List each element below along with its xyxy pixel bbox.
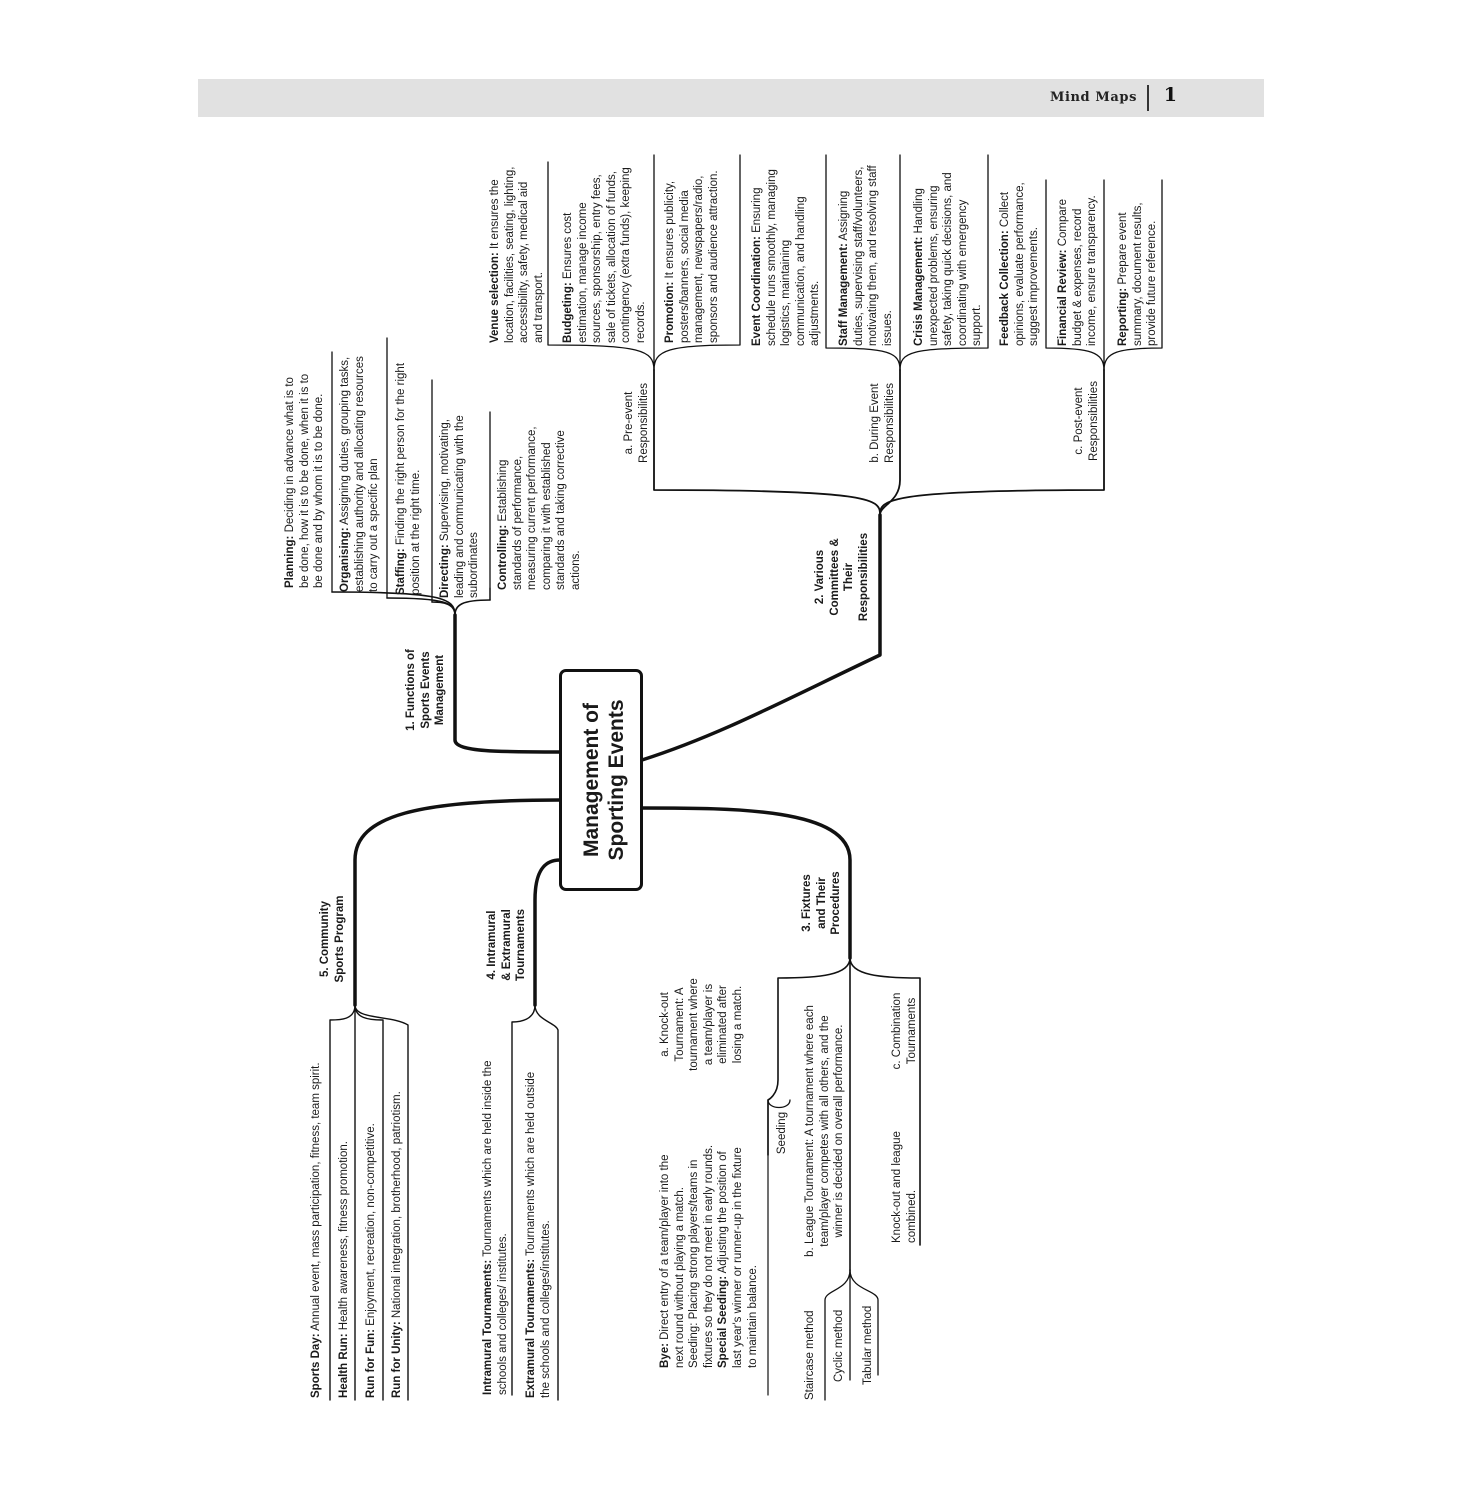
function-organising [338,354,382,592]
function-organising-term: Organising: [339,527,351,592]
run-for-unity [390,1058,405,1398]
health-run-text: Health awareness, fitness promotion. [338,1141,350,1334]
sports-day-term: Sports Day: [310,1333,322,1398]
run-for-unity-term: Run for Unity: [391,1321,403,1398]
reporting-term: Reporting: [1117,287,1129,346]
seeding-label: Seeding [776,1111,788,1155]
run-for-fun-term: Run for Fun: [365,1329,377,1398]
function-planning-text: Deciding in advance what is to be done, how it is to be done, when it is to be done and by whom it is to be done. [284,373,326,588]
function-directing-text: Supervising, motivating, leading and communicating with the subordinates [439,415,481,598]
league-tournament: b. League Tournament: A tournament where each team/player competes with all others, and the winner is decided on overall performance. [804,1005,845,1257]
seeding-text: Seeding: Placing strong players/teams in fixtures so they do not meet in early rounds. [688,1144,715,1368]
venue-selection [488,163,546,343]
function-staffing [394,342,423,595]
budgeting [561,158,649,343]
venue-selection-text: It ensures the location, facilities, seating, lighting, accessibility, safety, medical aid and transport. [489,166,545,343]
function-planning [283,363,327,588]
run-for-fun [364,1098,379,1398]
extramural-term: Extramural Tournaments: [525,1258,537,1398]
extramural-text: Tournaments which are held outside the schools and colleges/institutes. [525,1071,552,1398]
reporting-text: Prepare event summary, document results, provide future reference. [1117,202,1159,346]
financial-review [1056,181,1100,346]
venue-selection-term: Venue selection: [489,252,501,343]
health-run-term: Health Run: [338,1333,350,1398]
event-coordination [750,158,823,346]
financial-review-term: Financial Review: [1057,249,1069,346]
special-seeding-text: Adjusting the position of last year's winner or runner-up in the fixture to maintain balance. [717,1147,759,1368]
knockout-tournament: a. Knock-out Tournament: A tournament where a team/player is eliminated after losing a match. [659,978,744,1071]
promotion-text: It ensures publicity, posters/banners, social media management, newspapers/radio, sponsors and audience attraction. [664,170,720,343]
bye-text: Direct entry of a team/player into the next round without playing a match. [659,1154,686,1368]
function-staffing-term: Staffing: [395,548,407,595]
seeding-details [658,1143,760,1368]
feedback-collection-term: Feedback Collection: [999,230,1011,346]
staircase-method: Staircase method [804,1310,816,1400]
function-controlling-term: Controlling: [497,524,509,590]
promotion-term: Promotion: [664,281,676,343]
function-planning-term: Planning: [284,535,296,588]
promotion [663,158,721,343]
central-topic-line1: Management of [580,703,603,858]
central-topic-line2: Sporting Events [605,699,628,861]
extramural-tournaments [524,1053,553,1398]
intramural-tournaments [481,1043,510,1395]
budgeting-term: Budgeting: [562,282,574,343]
intramural-term: Intramural Tournaments: [482,1259,494,1395]
crisis-management [912,158,985,346]
during-event-label: b. During Event Responsibilities [869,383,896,463]
cyclic-method: Cyclic method [833,1309,845,1382]
tabular-method: Tabular method [862,1305,874,1385]
run-for-unity-text: National integration, brotherhood, patriotism. [391,1091,403,1322]
combination-detail: Knock-out and league combined. [891,1131,918,1243]
run-for-fun-text: Enjoyment, recreation, non-competitive. [365,1123,377,1330]
staff-management-text: Assigning duties, supervising staff/volunteers, motivating them, and resolving staff issues. [838,165,894,346]
staff-management-term: Staff Management: [838,243,850,346]
function-directing [438,380,482,598]
staff-management [837,158,895,346]
function-controlling [496,414,584,590]
budgeting-text: Ensures cost estimation, manage income sources, sponsorship, entry fees, sale of tickets, allocation of funds, contingency (extra funds), keeping records. [562,167,647,343]
special-seeding-term: Special Seeding: [717,1275,730,1368]
function-controlling-text: Establishing standards of performance, measuring current performance, comparing it with established standards and taking corrective actions. [497,426,582,590]
crisis-management-term: Crisis Management: [913,236,925,346]
bye-term: Bye: [659,1343,671,1368]
post-event-label: c. Post-event Responsibilities [1073,381,1100,461]
feedback-collection [998,176,1042,346]
page-number: 1 [1163,84,1177,106]
sports-day-text: Annual event, mass participation, fitness, team spirit. [310,1062,322,1334]
combination-tournaments: c. Combination Tournaments [891,992,918,1070]
branch-tournaments-title: 4. Intramural & Extramural Tournaments [486,909,527,981]
health-run [337,1098,352,1398]
branch-committees-title: 2. Various Committees & Their Responsibilities [814,532,870,622]
central-topic [559,669,643,891]
intramural-text: Tournaments which are held inside the schools and colleges/ institutes. [482,1060,509,1395]
feedback-collection-text: Collect opinions, evaluate performance, suggest improvements. [999,182,1041,346]
branch-functions-title: 1. Functions of Sports Events Management [405,649,446,731]
event-coordination-text: Ensuring schedule runs smoothly, managing logistics, maintaining communication, and handling adjustments. [751,169,822,346]
header-title: Mind Maps [1049,90,1137,105]
function-staffing-text: Finding the right person for the right position at the right time. [395,362,422,595]
event-coordination-term: Event Coordination: [751,236,763,346]
crisis-management-text: Handling unexpected problems, ensuring safety, taking quick decisions, and coordinating with emergency support. [913,172,984,346]
reporting [1116,181,1160,346]
branch-community-title: 5. Community Sports Program [319,895,346,983]
branch-fixtures-title: 3. Fixtures and Their Procedures [801,871,842,935]
function-organising-text: Assigning duties, grouping tasks, establishing authority and allocating resources to carry out a specific plan [339,356,381,592]
sports-day [309,1038,324,1398]
function-directing-term: Directing: [439,544,451,598]
pre-event-label: a. Pre-event Responsibilities [623,383,650,463]
financial-review-text: Compare budget & expenses, record income, ensure transparency. [1057,195,1099,346]
